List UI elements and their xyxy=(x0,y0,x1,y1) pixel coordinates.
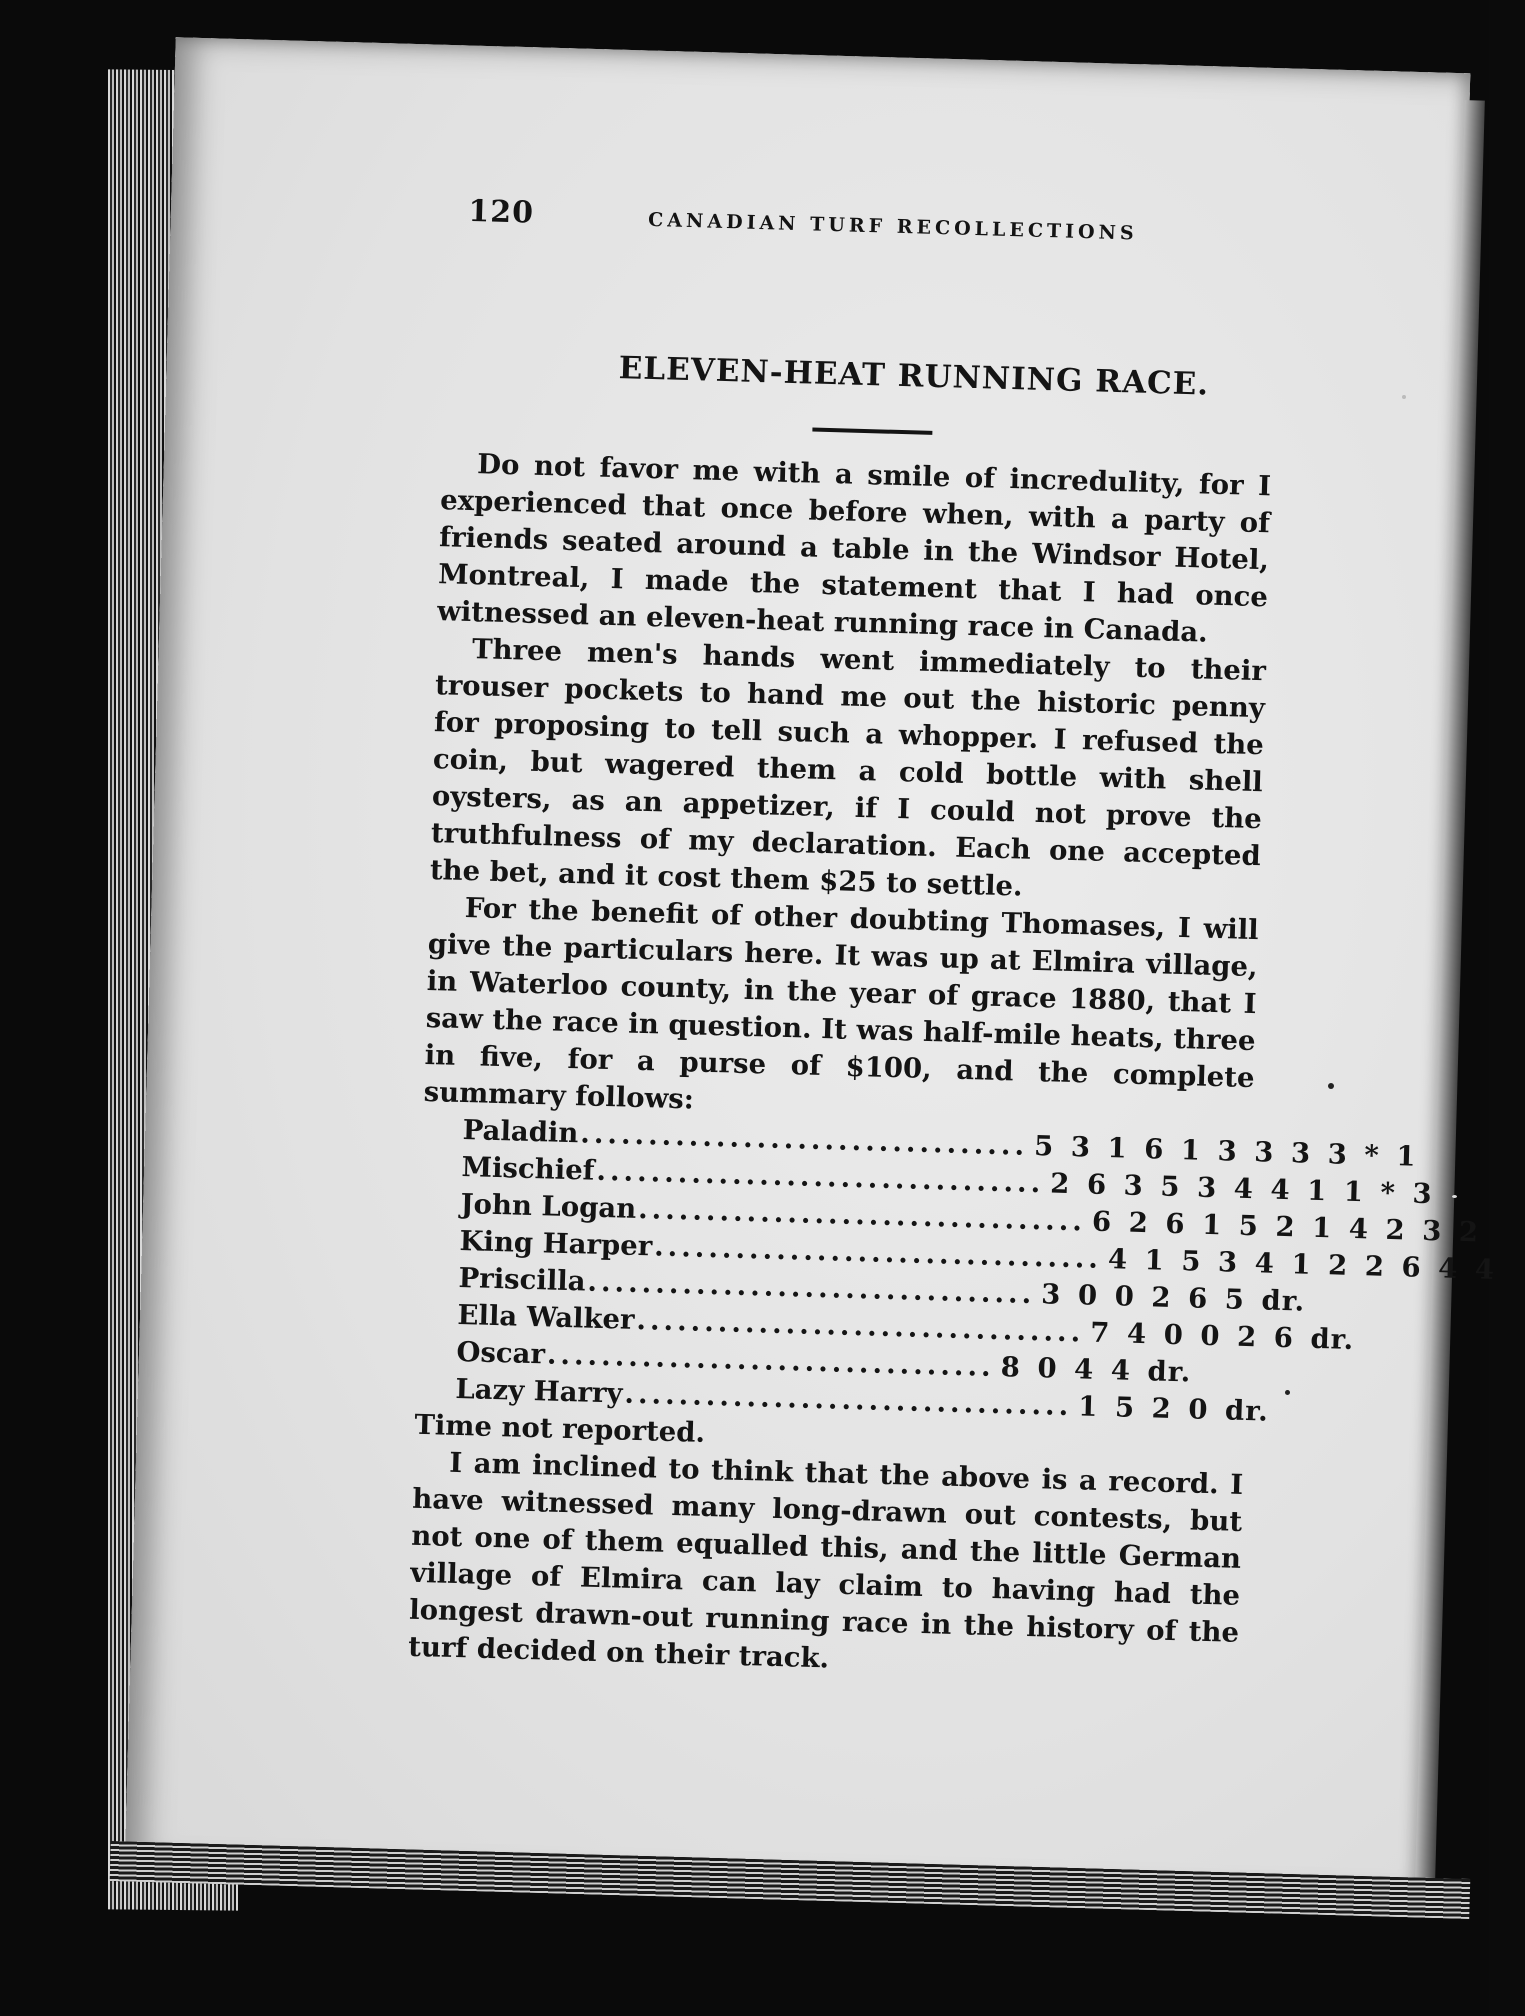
heat-results: 5 3 1 6 1 3 3 3 3 * 1 xyxy=(1033,1130,1417,1173)
dot-leader: ................................. xyxy=(596,1154,1045,1200)
scan-speck xyxy=(1285,1390,1290,1395)
horse-name: Paladin xyxy=(462,1114,579,1150)
paragraph: Three men's hands went immediately to their trouser pockets to hand me out the historic penny for proposing to tell such a whopper. I refused the coin, but wagered them a cold bottle with shell oysters, as an appetizer, if I could not prove the truthfulness of my declaration. Each one accepted the bet, and it cost them $25 to settle. xyxy=(429,633,1267,903)
horse-name: Mischief xyxy=(461,1151,595,1187)
dot-leader: ................................. xyxy=(546,1338,996,1383)
heat-results: 4 1 5 3 4 1 2 2 6 4 4 xyxy=(1107,1243,1496,1286)
horse-name: Lazy Harry xyxy=(455,1372,623,1410)
race-summary-table xyxy=(455,1112,1496,1429)
horse-name: Ella Walker xyxy=(457,1298,635,1336)
dot-leader: ................................. xyxy=(637,1192,1087,1238)
heat-results: 2 6 3 5 3 4 4 1 1 * 3 xyxy=(1049,1167,1434,1211)
paragraph: For the benefit of other doubting Thomases, I will give the particulars here. It was up at Elmira village, in Waterloo county, in the year of grace 1880, that I saw the race in question. It was half-mile heats, three in five, for a purse of $100, and the complete summary follows: xyxy=(423,892,1260,1116)
dot-leader: ................................. xyxy=(579,1117,1029,1162)
heat-results: 3 0 0 2 6 5 dr. xyxy=(1040,1278,1306,1318)
scan-speck xyxy=(1402,395,1406,399)
dot-leader: ................................. xyxy=(587,1265,1036,1311)
scan-speck xyxy=(1328,1083,1334,1089)
page-number: 120 xyxy=(467,193,535,231)
paragraph: Do not favor me with a smile of incredulity, for I experienced that once before when, with a party of friends seated around a table in the Windsor Hotel, Montreal, I made the statement that I had once witnessed an eleven-heat running race in Canada. xyxy=(436,448,1272,649)
heat-results: 8 0 4 4 dr. xyxy=(1000,1351,1192,1389)
heat-results: 6 2 6 1 5 2 1 4 2 3 2 xyxy=(1091,1205,1480,1249)
article-body xyxy=(407,445,1496,1689)
dot-leader: ................................. xyxy=(624,1377,1073,1423)
horse-name: Priscilla xyxy=(458,1261,586,1298)
time-note: Time not reported. xyxy=(414,1408,706,1449)
dot-leader: ................................. xyxy=(653,1230,1103,1275)
closing-paragraph: I am inclined to think that the above is a record. I have witnessed many long-drawn out contests, but not one of them equalled this, and the little German village of Elmira can lay claim to having had the longest drawn-out running race in the history of the turf decided on their track. xyxy=(407,1446,1244,1675)
running-title: CANADIAN TURF RECOLLECTIONS xyxy=(647,208,1138,245)
horse-name: Oscar xyxy=(456,1335,546,1371)
chapter-title: ELEVEN-HEAT RUNNING RACE. xyxy=(618,350,1210,403)
horse-name: King Harper xyxy=(459,1225,653,1263)
scan-speck xyxy=(1452,1195,1457,1198)
horse-name: John Logan xyxy=(460,1188,637,1225)
heat-results: 1 5 2 0 dr. xyxy=(1077,1390,1270,1428)
heat-results: 7 4 0 0 2 6 dr. xyxy=(1089,1316,1355,1357)
dot-leader: ................................. xyxy=(636,1303,1085,1349)
